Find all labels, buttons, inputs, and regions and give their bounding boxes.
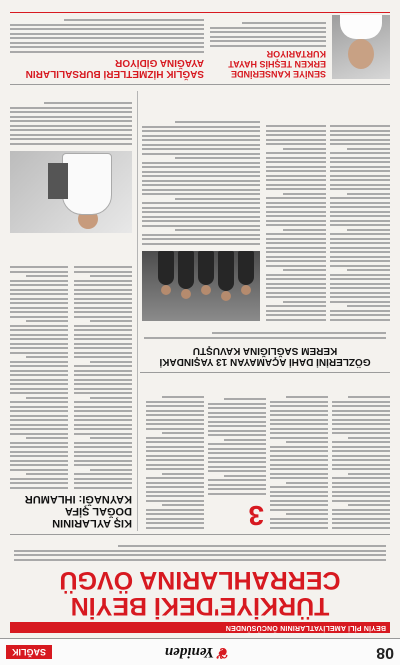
center-story-col-2 [266,91,326,321]
doctor-photo [332,15,390,79]
hero-body-col-4 [146,379,204,529]
leaf-logo-icon: ❦ [217,644,230,660]
center-story-deck [144,325,386,339]
right-story-col-1 [74,239,132,489]
lab-photo [10,151,132,233]
box-story-body [210,15,326,47]
page-number: 08 [376,644,394,661]
right-story-col-2 [10,239,68,489]
section-label: SAĞLIK [6,645,52,659]
logo-text: Yeniden [164,644,214,660]
hero-body-col-2 [270,379,328,529]
decorative-numeral: 3 [248,500,264,531]
hero-kicker: BEYİN PİLİ AMELİYATLARININ ÖNCÜSÜNDEN [10,622,390,633]
hero-title: TÜRKİYE'DEKİ BEYİN CERRAHLARINA ÖVGÜ [59,566,341,620]
center-story-col-3 [142,91,260,245]
center-story-headline: GÖZLERİNİ DAHİ AÇAMAYAN 13 YAŞINDAKİ KEREM SAĞLIĞINA KAVUŞTU [159,345,371,367]
right-story-headline: KIŞ AYLARININ DOĞAL ŞİFA KAYNAĞI: IHLAMUR [24,493,132,529]
left-story-headline: SAĞLIK HİZMETLERİ BURSALILARIN AYAĞINA GİDİYOR [25,57,204,79]
masthead [0,638,400,665]
lab-photo-caption [10,91,132,145]
center-story-photo [142,251,260,321]
box-story-headline: SENİYE KANSERİNDE ERKEN TEŞHİS HAYAT KURTARIYOR [228,49,326,79]
hero-divider [10,534,390,535]
center-divider [140,372,390,373]
hero-body-col-1 [332,379,390,529]
hero-body-col-3 [208,379,266,495]
column-divider [137,91,138,531]
lower-divider [10,84,390,85]
hero-deck [14,539,386,561]
newspaper-logo [165,643,230,662]
center-story-col-1 [330,91,390,321]
left-story-body [10,15,204,53]
footer-rule [10,12,390,13]
